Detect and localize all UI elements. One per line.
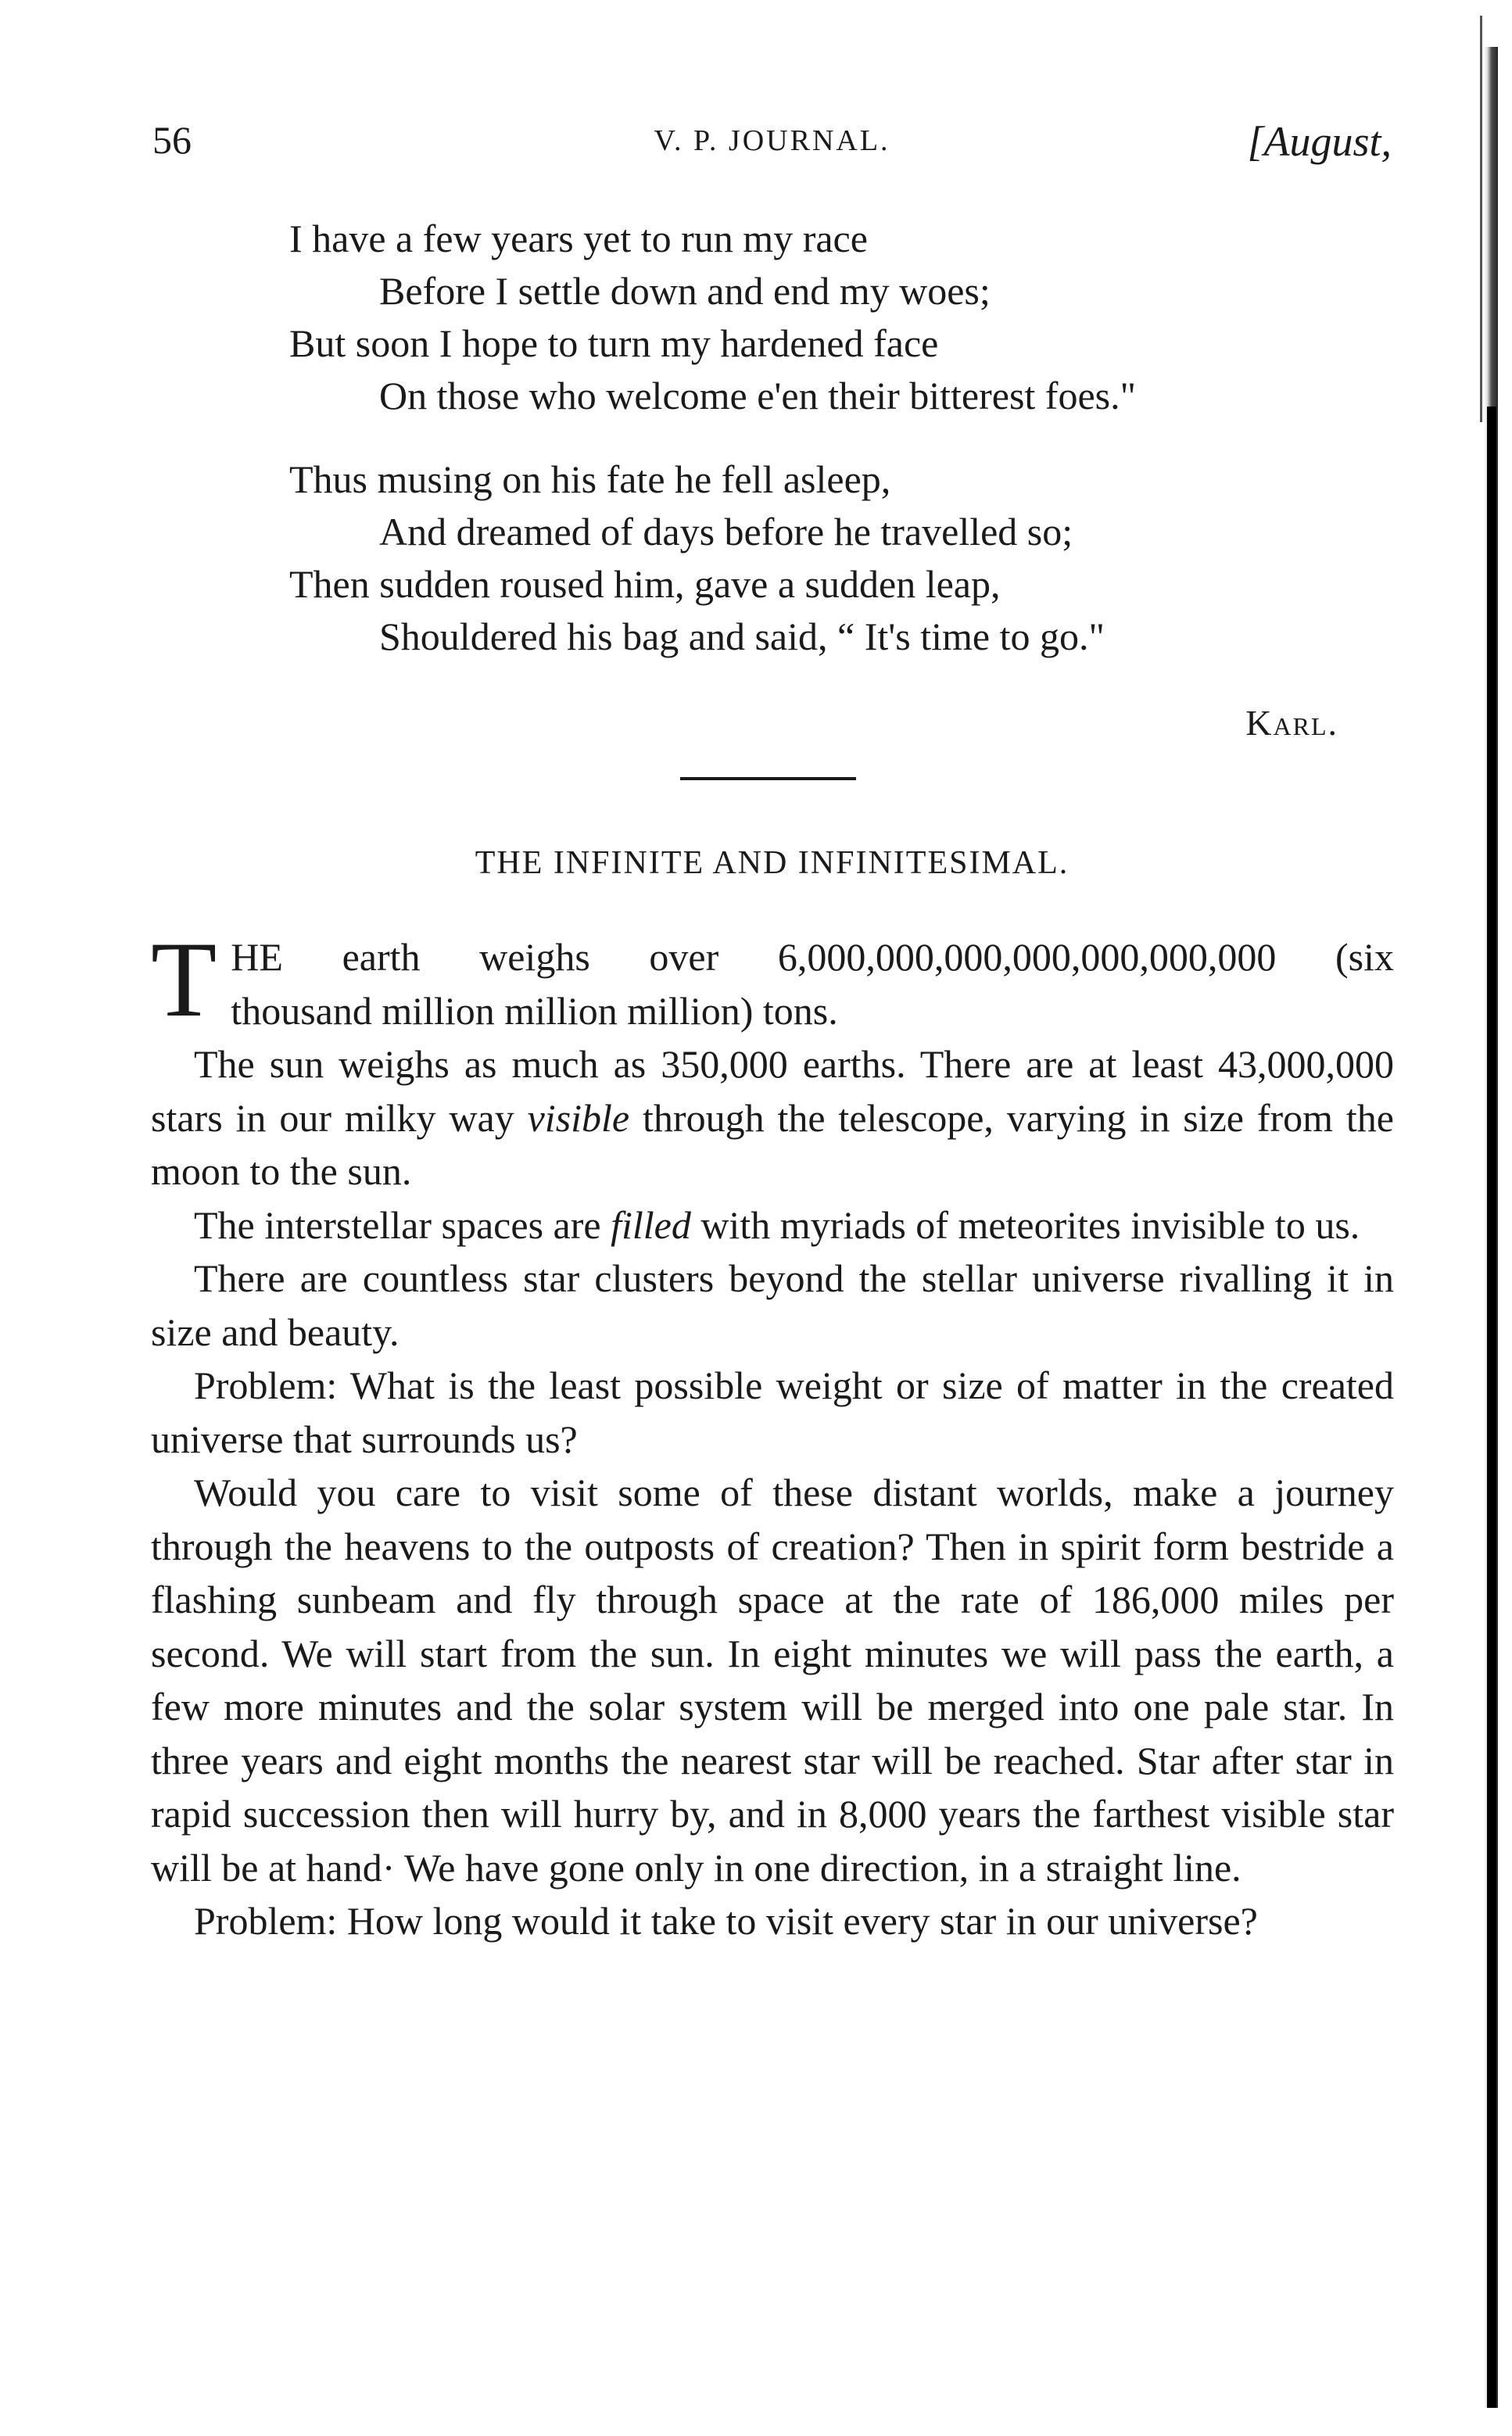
poem-line: I have a few years yet to run my race <box>289 217 868 260</box>
poem <box>289 213 1384 694</box>
emphasis-filled: filled <box>611 1202 691 1247</box>
poem-line: Before I settle down and end my woes; <box>379 269 991 313</box>
paragraph-journey: Would you care to visit some of these distant worlds, make a journey through the heavens to the outposts of creation? Then in spirit form bestride a flashing sunbeam and fly through space at the rate of 186,000 miles per second. We will start from the sun. In eight minutes we will pass the earth, a few more minutes and the solar system will be merged into one pale star. In three years and eight months the nearest star will be reached. Star after star in rapid succession then will hurry by, and in 8,000 years the farthest visible star will be at hand· We have gone only in one direction, in a straight line. <box>151 1471 1394 1890</box>
poem-line: Then sudden roused him, gave a sudden leap, <box>289 562 1001 606</box>
poem-stanza-2 <box>289 453 1384 663</box>
paragraph-clusters: There are countless star clusters beyond the stellar universe rivalling it in size and beauty. <box>151 1256 1394 1354</box>
paragraph-problem-2: Problem: How long would it take to visit every star in our universe? <box>194 1899 1258 1943</box>
section-divider <box>680 777 856 780</box>
paragraph-text: through the telescope, varying in size from the moon to the sun. <box>151 1095 1395 1193</box>
paragraph-line: HE earth weighs over 6,000,000,000,000,000,000,000 (six <box>231 935 1394 979</box>
page-header <box>152 117 1392 180</box>
paragraph-text: The interstellar spaces are <box>194 1202 611 1247</box>
poem-stanza-1 <box>289 213 1384 422</box>
poem-line: Thus musing on his fate he fell asleep, <box>289 457 891 501</box>
scan-edge-shadow-top <box>1480 16 1482 422</box>
poem-line: And dreamed of days before he travelled so; <box>379 510 1073 553</box>
poem-line: Shouldered his bag and said, “ It's time to go." <box>379 614 1105 658</box>
poem-line: But soon I hope to turn my hardened face <box>289 321 939 365</box>
paragraph-line: thousand million million million) tons. <box>231 988 838 1033</box>
paragraph-interstellar <box>151 1198 1394 1252</box>
article-title: THE INFINITE AND INFINITESIMAL. <box>475 845 1070 881</box>
paragraph-text: with myriads of meteorites invisible to us. <box>690 1202 1360 1247</box>
paragraph-problem-1: Problem: What is the least possible weight or size of matter in the created universe that surrounds us? <box>151 1363 1394 1461</box>
paragraph-text: The sun weighs as much as 350,000 earths. There are at least 43,000,000 stars in our milky way <box>151 1042 1394 1140</box>
drop-cap: T <box>151 919 217 1039</box>
page-number: 56 <box>152 118 192 162</box>
running-head-month: [August, <box>1247 118 1392 165</box>
running-head: V. P. JOURNAL. <box>654 124 890 157</box>
emphasis-visible: visible <box>527 1095 630 1140</box>
scan-edge-binding <box>1487 407 1496 2408</box>
paragraph-earth <box>151 919 1394 1039</box>
paragraph-sun <box>151 1037 1394 1198</box>
poem-signature: Karl. <box>1245 703 1338 743</box>
article-body <box>151 919 1395 1948</box>
poem-line: On those who welcome e'en their bitterest foes." <box>379 374 1137 417</box>
